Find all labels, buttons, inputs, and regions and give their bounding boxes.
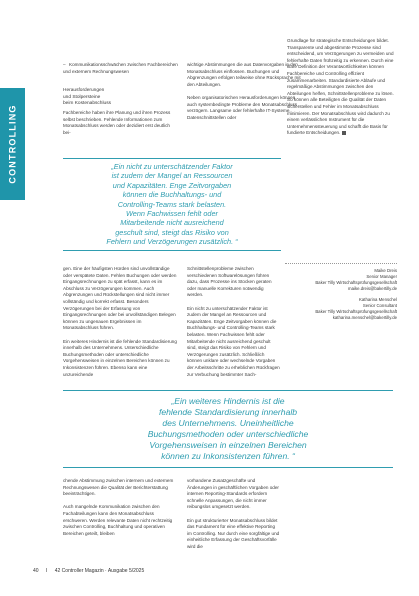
quote-line: Wenn Fachwissen fehlt oder bbox=[126, 209, 218, 219]
heading-line: beim Kostenabschluss bbox=[63, 101, 111, 107]
bullet-text: Kommunikationsschwächen zwischen Fachbereichen und externem Rechnungswesen bbox=[63, 62, 178, 74]
author-name: Maike Dreis bbox=[374, 268, 397, 273]
page-number: 40 bbox=[33, 568, 39, 574]
heading-line: und Stolpersteine bbox=[63, 94, 101, 100]
top-left-column bbox=[63, 62, 178, 82]
body-paragraph: Schnittstellenprobleme zwischen verschiedenen Softwarelösungen führen dazu, dass Prozesse ins Stocken geraten oder manuelle Korrekturen notwendig werden. bbox=[187, 266, 272, 298]
author-org: Baker Tilly Wirtschaftsprüfungsgesellschaft bbox=[315, 309, 397, 314]
top-right-column bbox=[287, 38, 397, 144]
quote-line: Vorgehensweisen in einzelnen Bereichen bbox=[149, 440, 307, 450]
author-block-1 bbox=[285, 268, 397, 292]
quote-rule-bottom bbox=[63, 467, 393, 468]
author-org: Baker Tilly Wirtschaftsprüfungsgesellschaft bbox=[315, 280, 397, 285]
quote-line: Buchungsmethoden oder unterschiedliche bbox=[147, 429, 309, 439]
bottom-right-column bbox=[187, 478, 280, 557]
author-block-2 bbox=[285, 297, 397, 321]
pull-quote-2 bbox=[63, 396, 393, 462]
quote-line: Fehlern und Verzögerungen zusätzlich. “ bbox=[106, 237, 238, 247]
page-footer bbox=[33, 568, 233, 574]
body-paragraph: Neben organisatorischen Herausforderungen können auch systembedingte Probleme den Monatsabschluss verzögern. Langsame oder fehlerhafte IT-Systeme, Datenschnittstellen oder bbox=[187, 94, 298, 120]
body-paragraph: Fachbereiche haben ihre Planung und ihren Prozess selbst beschrieben. Fehlende Informationen zum Monatsabschluss werden oder dezidiert erst deutlich bei- bbox=[63, 110, 171, 135]
heading-line: Herausforderungen bbox=[63, 88, 105, 93]
mid-left-column bbox=[63, 266, 178, 385]
pull-quote-1 bbox=[63, 162, 281, 247]
body-paragraph: vorhandene Zusatzgeschäfte und Änderungen in geschäftlichen Vorgaben oder internen Reporting-Standards erfordern schnelle Anpassungen, die nicht immer reibungslos umgesetzt werden. bbox=[187, 478, 279, 510]
body-paragraph: Grundlage für strategische Entscheidungen bildet. Transparente und abgestimmte Prozesse sind entscheidend, um Verzögerungen zu vermeiden und fehlerhafte Daten frühzeitig zu erkennen. Durch eine klare Definition der Verantwortlichkeiten können Fachbereiche und Controlling effizient zusammenarbeiten. Standardisierte Abläufe und regelmäßige Abstimmungen zwischen den Abteilungen helfen, Schnittstellenprobleme zu lösen. So können alle Beteiligten die Qualität der Daten sicherstellen und Fehler im Monatsabschluss minimieren. Der Monatsabschluss wird dadurch zu einem verlässlichen Instrument für die Unternehmenssteuerung und schafft die Basis für fundierte Entscheidungen. bbox=[287, 38, 394, 136]
end-mark-icon bbox=[342, 131, 346, 135]
quote-line: können zu Inkonsistenzen führen. “ bbox=[161, 451, 295, 461]
quote-line: Controlling-Teams stark belasten. bbox=[117, 199, 227, 209]
mid-right-column bbox=[187, 266, 280, 385]
quote-line: und Kapazitäten. Enge Zeitvorgaben bbox=[112, 180, 232, 190]
author-email[interactable]: katharina.menschel@bakertilly.de bbox=[332, 315, 397, 320]
quote-line: können die Buchhaltungs- und bbox=[122, 190, 222, 200]
body-paragraph: Ein weiteres Hindernis ist die fehlende Standardisierung innerhalb des Unternehmens. Unterschiedliche Buchungsmethoden oder unterschiedliche Vorgehensweisen in einzelnen Bereichen können zu Inkonsistenzen führen. Ebenso kann eine unzureichende bbox=[63, 338, 177, 377]
quote-rule-top bbox=[63, 390, 393, 391]
body-paragraph: Auch mangelnde Kommunikation zwischen den Fachabteilungen kann den Monatsabschluss erschweren. Werden relevante Daten nicht rechtzeitig zwischen Controlling, Buchhaltung und operativen Bereichen geteilt, bleiben bbox=[63, 504, 173, 536]
quote-line: ist zudem der Mangel an Ressourcen bbox=[111, 171, 233, 181]
bottom-left-column bbox=[63, 478, 178, 544]
top-middle-column bbox=[187, 62, 302, 128]
quote-line: des Unternehmens. Uneinheitliche bbox=[162, 418, 294, 428]
body-paragraph: Ein gut strukturierter Monatsabschluss bildet das Fundament für eine effektive Reporting im Controlling. Nur durch eine sorgfältige und einheitliche Erfassung der Geschäftsvorfälle wird die bbox=[187, 517, 280, 549]
quote-rule-top bbox=[63, 158, 281, 159]
author-name: Katharina Menschel bbox=[359, 297, 397, 302]
quote-rule-bottom bbox=[63, 250, 281, 251]
author-email[interactable]: maike.dreis@bakertilly.de bbox=[348, 286, 397, 291]
body-paragraph: gen. Eine der häufigsten Hürden sind unvollständige oder verspätete Daten. Fehlen Buchungen oder werden Eingangsrechnungen zu spät erfasst, kann es im Abschluss zu Verzögerungen kommen. Auch Abgrenzungen und Rückstellungen sind nicht immer vollständig und korrekt erfasst. Besonders Verzögerungen bei der Erfassung von Eingangsrechnungen oder bei unvollständigen Belegen können zu ungenauen Ergebnissen im Monatsabschluss führen. bbox=[63, 266, 177, 331]
quote-line: Mitarbeitende nicht ausreichend bbox=[120, 218, 224, 228]
quote-line: „Ein nicht zu unterschätzender Faktor bbox=[111, 162, 233, 171]
author-role: Senior Consultant bbox=[362, 303, 397, 308]
top-left-body bbox=[63, 110, 178, 143]
bullet-dash-icon: – bbox=[63, 62, 66, 67]
body-paragraph: wichtige Abstimmungen die aus Datenvorgaben in den Monatsabschluss einflossen. Buchungen und Abgrenzungen erfolgen teilweise ohne Rücksprache mit den Abteilungen. bbox=[187, 62, 301, 87]
quote-line: geschult sind, steigt das Risiko von bbox=[115, 227, 229, 237]
quote-line: „Ein weiteres Hindernis ist die bbox=[171, 396, 285, 406]
body-paragraph: chende Abstimmung zwischen internem und externem Rechnungswesen die Qualität der Berichterstattung beeinträchtigen. bbox=[63, 478, 174, 497]
publication-name: 42 Controller Magazin · Ausgabe 5/2025 bbox=[54, 568, 145, 574]
quote-line: fehlende Standardisierung innerhalb bbox=[158, 407, 298, 417]
body-paragraph: Ein nicht zu unterschätzender Faktor ist zudem der Mangel an Ressourcen und Kapazitäten. Enge Zeitvorgaben können die Buchhaltungs- und Controlling-Teams stark belasten. Wenn Fachwissen fehlt oder Mitarbeitende nicht ausreichend geschult sind, steigt das Risiko von Fehlern und Verzögerungen zusätzlich. Schließlich können unklare oder wechselnde Vorgaben der Arbeitsschritte zu erheblichen Rückfragen zur Verbuchung bestimmter Sach- bbox=[187, 305, 280, 377]
author-role: Senior Manager bbox=[366, 274, 397, 279]
footer-separator: I bbox=[45, 568, 48, 574]
section-sidebar bbox=[0, 88, 25, 200]
section-heading bbox=[63, 88, 178, 108]
author-separator bbox=[285, 263, 397, 264]
section-label: CONTROLLING bbox=[7, 104, 18, 184]
